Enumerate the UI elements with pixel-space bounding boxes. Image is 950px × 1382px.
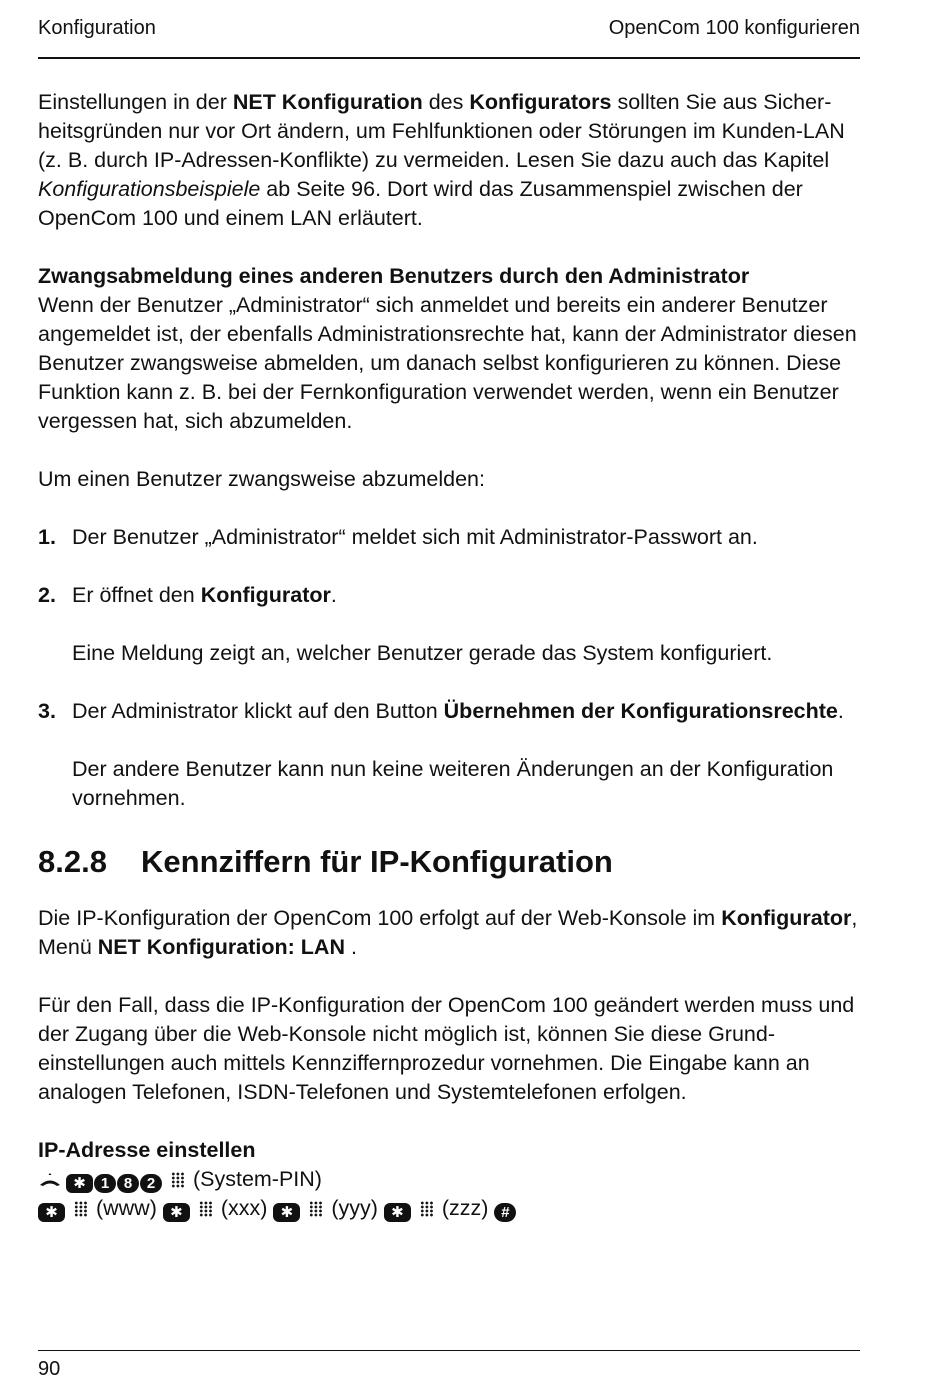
star-key-icon: ✱ [66,1174,93,1193]
forced-logout-heading: Zwangsabmeldung eines anderen Benutzers durch den Administrator [38,264,750,288]
header-rule [38,57,860,59]
section-p1-text: Die IP-Konfiguration der OpenCom 100 erfolgt auf der Web-Konsole im [38,906,722,930]
header-section: OpenCom 100 konfigurieren [608,17,860,39]
star-key-icon: ✱ [384,1203,411,1222]
intro-bold-configurator: Konfigurators [469,90,612,114]
keypad-icon [420,1201,434,1217]
step-1 [38,523,860,552]
step-text: Er öffnet den [72,583,201,607]
section-heading [38,842,860,882]
step-bold-configurator: Konfigurator [200,583,331,607]
ip-address-heading: IP-Adresse einstellen [38,1138,256,1162]
footer-rule [38,1350,860,1351]
step-number: 2. [38,583,56,607]
step-number: 3. [38,699,56,723]
step-text: Der Benutzer „Administrator“ meldet sich mit Administrator-Passwort an. [72,525,758,549]
keypad-icon [309,1201,323,1217]
step-3-note: Der andere Benutzer kann nun keine weiteren Änderungen an der Konfiguration vornehmen. [72,757,834,810]
code-line-1 [38,1165,860,1194]
yyy-label: (yyy) [331,1196,378,1220]
step-text-end: . [330,583,337,607]
step-3 [38,697,860,726]
system-pin-label: (System-PIN) [192,1167,322,1191]
star-key-icon: ✱ [163,1203,190,1222]
forced-logout-lead: Um einen Benutzer zwangsweise abzumelden: [38,467,485,491]
xxx-label: (xxx) [220,1196,268,1220]
digit-2-key-icon: 2 [140,1174,162,1193]
page-content [38,88,860,1223]
intro-text-1: Einstellungen in der [38,90,233,114]
step-2-note: Eine Meldung zeigt an, welcher Benutzer gerade das System konfiguriert. [72,641,773,665]
intro-text-3: sollten Sie aus Sicherheitsgründen nur vor Ort ändern, um Fehlfunktionen oder Störungen im Kunden-LAN (z. B. durch IP-Adressen-Konflikte) zu vermeiden. Lesen Sie dazu auch das Kapitel [38,90,845,172]
forced-logout-body: Wenn der Benutzer „Administrator“ sich anmeldet und bereits ein anderer Benutzer angemeldet ist, der ebenfalls Administrationsrechte hat, kann der Administrator diesen Benutzer zwangsweise abmelden, um danach selbst konfigurieren zu können. Diese Funktion kann z. B. bei der Fernkonfiguration verwendet werden, wenn ein Benutzer vergessen hat, sich abzumelden. [38,293,857,433]
section-paragraph-1 [38,904,860,962]
intro-text-4: ab Seite 96. Dort wird das Zusammenspiel zwischen der OpenCom 100 und einem LAN erläutert. [38,177,803,230]
step-text: Der Administrator klickt auf den Button [72,699,444,723]
keypad-icon [171,1172,185,1188]
header-chapter: Konfiguration [38,17,156,39]
ip-address-block [38,1136,860,1223]
step-number: 1. [38,525,56,549]
intro-bold-net-config: NET Konfiguration [232,90,423,114]
digit-8-key-icon: 8 [117,1174,139,1193]
intro-paragraph [38,88,860,233]
section-p1-bold-menu: NET Konfiguration: LAN [97,935,345,959]
intro-text-2: des [422,90,470,114]
handset-lift-icon [38,1170,62,1188]
digit-1-key-icon: 1 [94,1174,116,1193]
section-p1-bold-configurator: Konfigurator [721,906,852,930]
www-label: (www) [95,1196,157,1220]
keypad-icon [199,1201,213,1217]
page-header [38,14,860,44]
step-2 [38,581,860,610]
step-text-end: . [837,699,844,723]
keypad-icon [74,1201,88,1217]
code-line-2 [38,1194,860,1223]
page-number: 90 [38,1358,61,1380]
star-key-icon: ✱ [38,1203,65,1222]
section-paragraph-2: Für den Fall, dass die IP-Konfiguration der OpenCom 100 geändert werden muss und der Zugang über die Web-Konsole nicht möglich ist, können Sie diese Grundeinstellungen auch mittels Kennziffernprozedur vornehmen. Die Eingabe kann an analogen Telefonen, ISDN-Telefonen und Systemtelefonen erfolgen. [38,993,855,1104]
intro-italic-chapter: Konfigurationsbeispiele [38,177,261,201]
section-p1-mid: , Menü [38,906,858,959]
forced-logout-block [38,262,860,436]
star-key-icon: ✱ [273,1203,300,1222]
zzz-label: (zzz) [441,1196,489,1220]
step-bold-button-name: Übernehmen der Konfigurationsrechte [443,699,838,723]
section-p1-end: . [344,935,357,959]
hash-key-icon: # [494,1203,516,1222]
section-number: 8.2.8 [38,844,107,879]
section-title: Kennziffern für IP-Konfiguration [141,844,613,879]
